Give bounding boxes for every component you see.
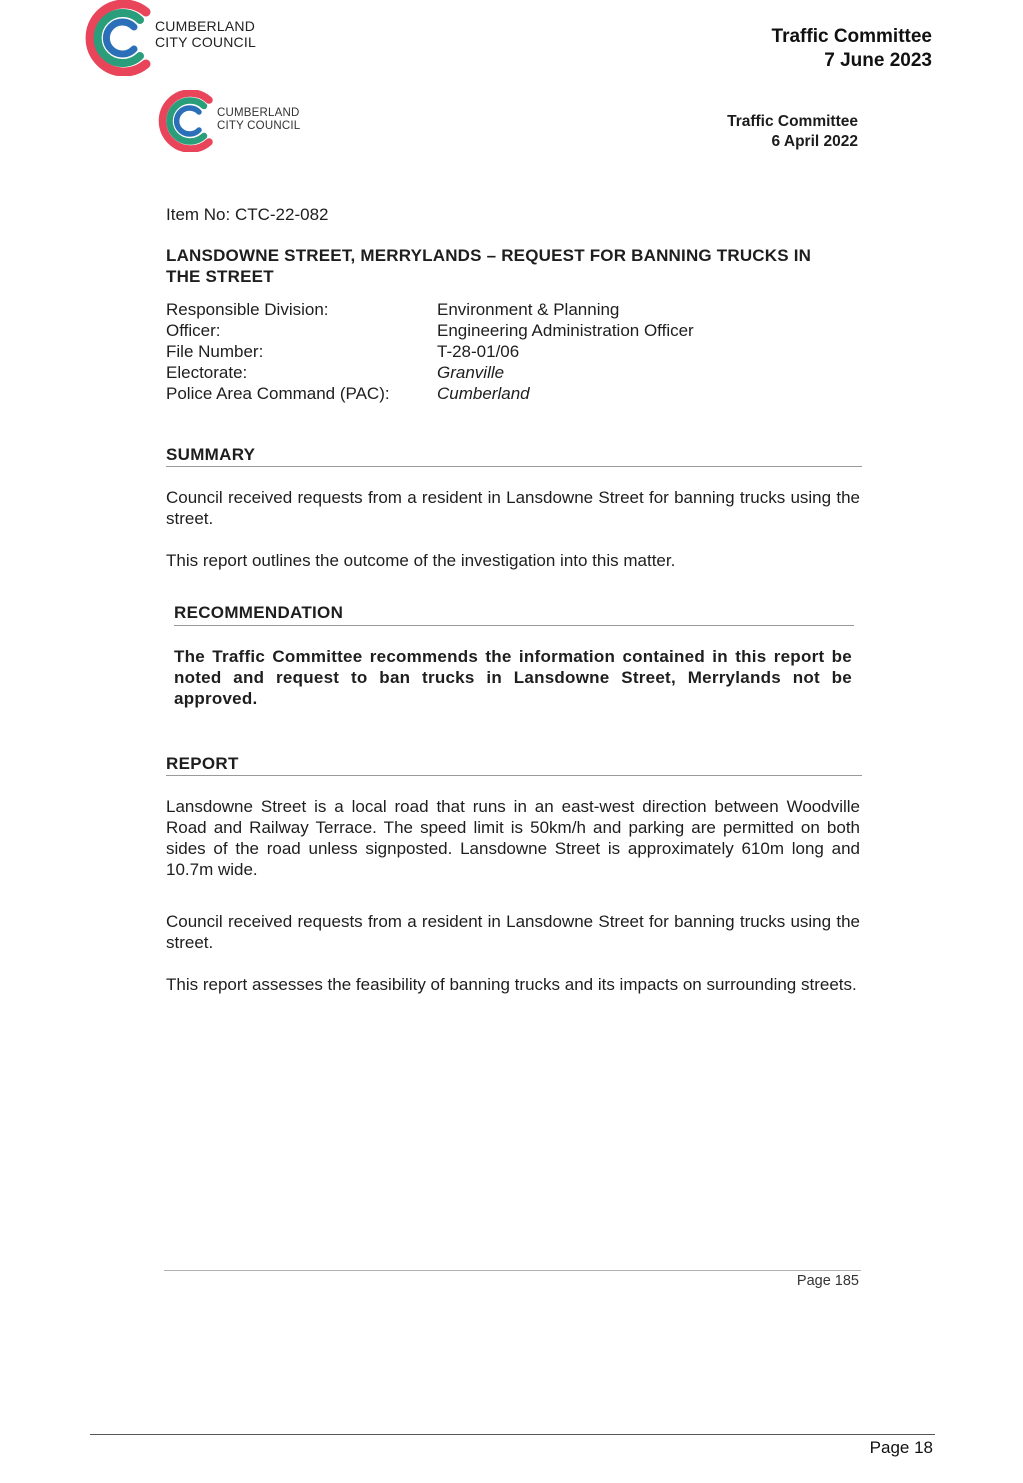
inner-header bbox=[727, 112, 858, 152]
meta-row bbox=[166, 299, 862, 320]
report-heading: REPORT bbox=[166, 754, 239, 773]
recommendation-rule bbox=[174, 625, 854, 626]
outer-logo-line2: CITY COUNCIL bbox=[155, 34, 256, 50]
report-title bbox=[166, 245, 862, 287]
report-paragraph: This report assesses the feasibility of banning trucks and its impacts on surrounding streets. bbox=[166, 975, 857, 994]
inner-logo bbox=[154, 90, 324, 152]
outer-page-number: Page 18 bbox=[869, 1438, 933, 1457]
inner-footer-rule bbox=[164, 1270, 861, 1271]
meta-row bbox=[166, 341, 862, 362]
inner-logo-line2: CITY COUNCIL bbox=[217, 119, 301, 132]
outer-header bbox=[772, 25, 932, 73]
outer-logo-line1: CUMBERLAND bbox=[155, 18, 256, 34]
meta-value: T-28-01/06 bbox=[437, 342, 520, 361]
recommendation-text: The Traffic Committee recommends the information contained in this report be noted and request to ban trucks in Lansdowne Street, Merrylands not be approved. bbox=[174, 647, 852, 708]
report-paragraph: Council received requests from a resident in Lansdowne Street for banning trucks using the street. bbox=[166, 912, 860, 952]
report-title-line2: THE STREET bbox=[166, 267, 274, 286]
outer-date: 7 June 2023 bbox=[824, 50, 932, 71]
council-logo-icon bbox=[80, 0, 154, 76]
summary-rule bbox=[166, 466, 862, 467]
inner-date: 6 April 2022 bbox=[771, 133, 858, 150]
inner-logo-line1: CUMBERLAND bbox=[217, 107, 300, 119]
meta-label: Police Area Command (PAC): bbox=[166, 384, 390, 403]
meta-label: Responsible Division: bbox=[166, 300, 329, 319]
meta-value: Granville bbox=[437, 363, 505, 382]
item-number: Item No: CTC-22-082 bbox=[166, 205, 329, 224]
inner-committee: Traffic Committee bbox=[727, 113, 858, 130]
meta-label: File Number: bbox=[166, 342, 264, 361]
summary-paragraph: Council received requests from a resident in Lansdowne Street for banning trucks using the street. bbox=[166, 488, 860, 528]
meta-value: Engineering Administration Officer bbox=[437, 321, 694, 340]
outer-committee: Traffic Committee bbox=[771, 26, 932, 47]
recommendation-heading: RECOMMENDATION bbox=[174, 603, 344, 622]
meta-row bbox=[166, 362, 862, 383]
summary-heading: SUMMARY bbox=[166, 445, 256, 464]
meta-row bbox=[166, 320, 862, 341]
inner-page-number: Page 185 bbox=[796, 1273, 859, 1289]
meta-label: Electorate: bbox=[166, 363, 248, 382]
meta-value: Environment & Planning bbox=[437, 300, 620, 319]
meta-label: Officer: bbox=[166, 321, 221, 340]
meta-row bbox=[166, 383, 862, 404]
report-paragraph: Lansdowne Street is a local road that runs in an east-west direction between Woodville Road and Railway Terrace. The speed limit is 50km/h and parking are permitted on both sides of the road unless signposted. Lansdowne Street is approximately 610m long and 10.7m wide. bbox=[166, 797, 860, 879]
report-meta bbox=[166, 299, 862, 404]
outer-footer-rule bbox=[90, 1434, 935, 1435]
outer-logo bbox=[80, 0, 280, 76]
meta-value: Cumberland bbox=[437, 384, 530, 403]
council-logo-icon bbox=[154, 90, 216, 152]
report-rule bbox=[166, 775, 862, 776]
summary-paragraph: This report outlines the outcome of the investigation into this matter. bbox=[166, 551, 676, 570]
report-title-line1: LANSDOWNE STREET, MERRYLANDS – REQUEST FOR BANNING TRUCKS IN bbox=[166, 246, 812, 265]
